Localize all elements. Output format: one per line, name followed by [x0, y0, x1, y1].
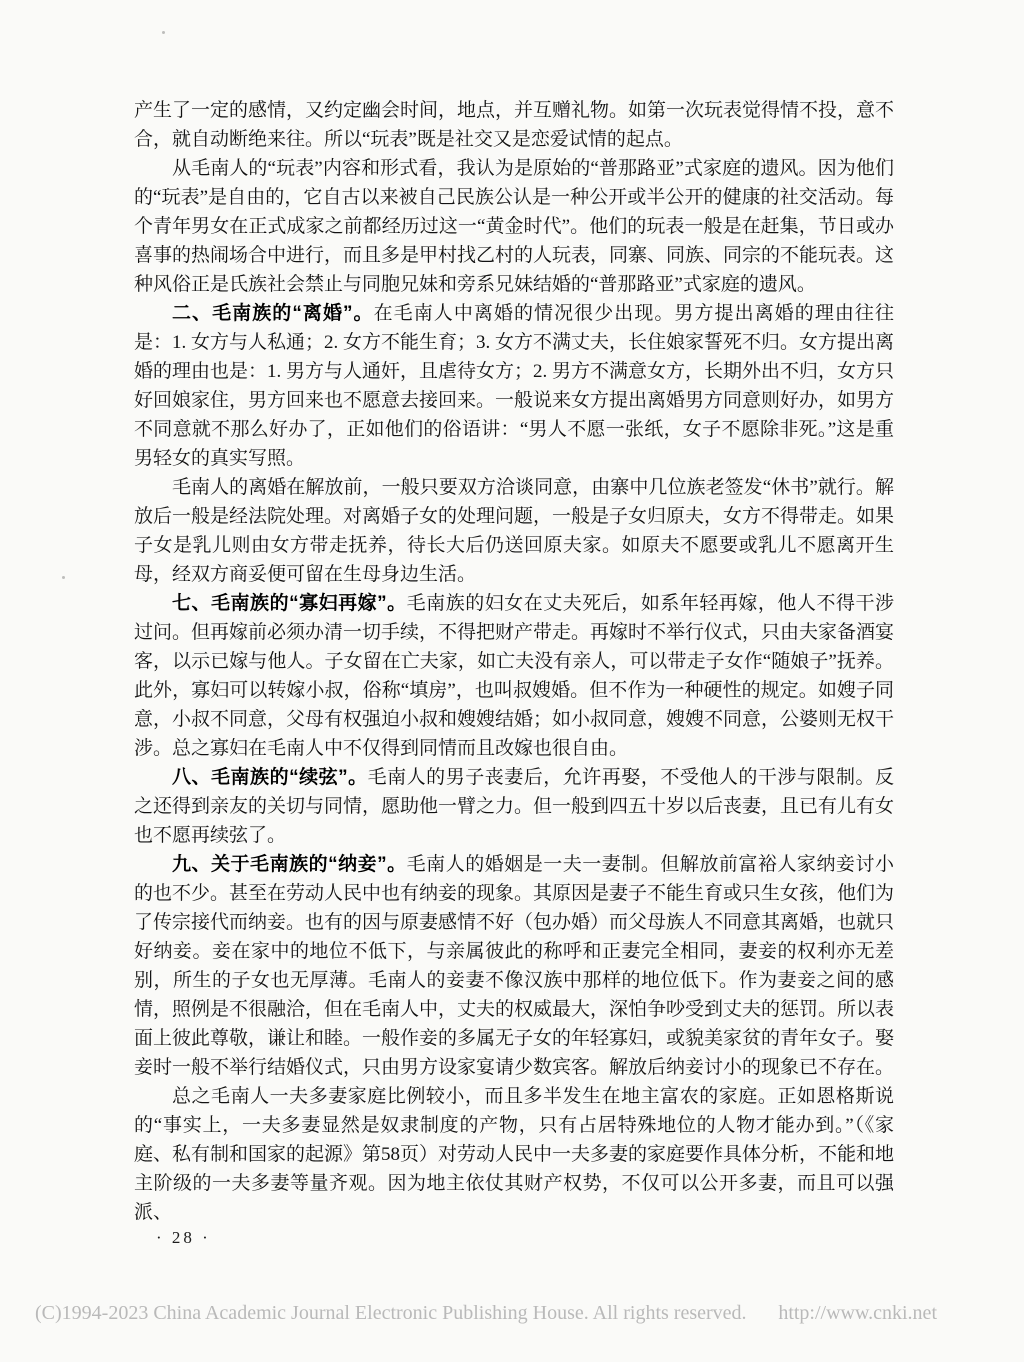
paragraph: [134, 850, 894, 1082]
paragraph-text: 毛南人的男子丧妻后，允许再娶，不受他人的干涉与限制。反之还得到亲友的关切与同情，愿助他一臂之力。但一般到四五十岁以后丧妻，且已有儿有女也不愿再续弦了。: [134, 767, 895, 846]
paragraph-text: 产生了一定的感情，又约定幽会时间，地点，并互赠礼物。如第一次玩表觉得情不投，意不合，就自动断绝来往。所以“玩表”既是社交又是恋爱试情的起点。: [134, 100, 895, 150]
footer-url: http://www.cnki.net: [778, 1302, 937, 1324]
paragraph: [134, 154, 894, 299]
article-text-block: [134, 96, 894, 1227]
footer: [35, 1302, 937, 1325]
paragraph-text: 在毛南人中离婚的情况很少出现。男方提出离婚的理由往往是：1. 女方与人私通；2. 女方不能生育；3. 女方不满丈夫，长住娘家誓死不归。女方提出离婚的理由也是：1. 男方与人通奸，且虐待女方；2. 男方不满意女方，长期外出不归，女方只好回娘家住，男方回来也不愿意去接回来。一般说来女方提出离婚男方同意则好办，如男方不同意就不那么好办了，正如他们的俗语讲：“男人不愿一张纸，女子不愿除非死。”这是重男轻女的真实写照。: [134, 303, 895, 469]
paragraph-text: 毛南族的妇女在丈夫死后，如系年轻再嫁，他人不得干涉过问。但再嫁前必须办清一切手续，不得把财产带走。再嫁时不举行仪式，只由夫家备酒宴客，以示已嫁与他人。子女留在亡夫家，如亡夫没有亲人，可以带走子女作“随娘子”抚养。此外，寡妇可以转嫁小叔，俗称“填房”，也叫叔嫂婚。但不作为一种硬性的规定。如嫂子同意，小叔不同意，父母有权强迫小叔和嫂嫂结婚；如小叔同意，嫂嫂不同意，公婆则无权干涉。总之寡妇在毛南人中不仅得到同情而且改嫁也很自由。: [134, 593, 895, 759]
paragraph: [134, 473, 894, 589]
paragraph-text: 总之毛南人一夫多妻家庭比例较小，而且多半发生在地主富农的家庭。正如恩格斯说的“事实上，一夫多妻显然是奴隶制度的产物，只有占居特殊地位的人物才能办到。”（《家庭、私有制和国家的起源》第58页）对劳动人民中一夫多妻的家庭要作具体分析，不能和地主阶级的一夫多妻等量齐观。因为地主依仗其财产权势，不仅可以公开多妻，而且可以强派、: [134, 1086, 895, 1223]
paragraph-text: 毛南人的离婚在解放前，一般只要双方洽谈同意，由寨中几位族老签发“休书”就行。解放后一般是经法院处理。对离婚子女的处理问题，一般是子女归原夫，女方不得带走。如果子女是乳儿则由女方带走抚养，待长大后仍送回原夫家。如原夫不愿要或乳儿不愿离开生母，经双方商妥便可留在生母身边生活。: [134, 477, 895, 585]
section-heading-concubinage: 九、关于毛南族的“纳妾”。: [172, 854, 407, 875]
paragraph: [134, 589, 894, 763]
paragraph: [134, 299, 894, 473]
paragraph: [134, 763, 894, 850]
scan-speck: [162, 31, 165, 34]
paragraph-text: 毛南人的婚姻是一夫一妻制。但解放前富裕人家纳妾讨小的也不少。甚至在劳动人民中也有纳妾的现象。其原因是妻子不能生育或只生女孩，他们为了传宗接代而纳妾。也有的因与原妻感情不好（包办婚）而父母族人不同意其离婚，也就只好纳妾。妾在家中的地位不低下，与亲属彼此的称呼和正妻完全相同，妻妾的权利亦无差别，所生的子女也无厚薄。毛南人的妾妻不像汉族中那样的地位低下。作为妻妾之间的感情，照例是不很融洽，但在毛南人中，丈夫的权威最大，深怕争吵受到丈夫的惩罚。所以表面上彼此尊敬，谦让和睦。一般作妾的多属无子女的年轻寡妇，或貌美家贫的青年女子。娶妾时一般不举行结婚仪式，只由男方设家宴请少数宾客。解放后纳妾讨小的现象已不存在。: [134, 854, 895, 1078]
page-number: · 28 ·: [156, 1228, 211, 1247]
paragraph: [134, 96, 894, 154]
paragraph: [134, 1082, 894, 1227]
section-heading-widow-remarriage: 七、毛南族的“寡妇再嫁”。: [172, 593, 407, 614]
scan-speck: [62, 576, 65, 579]
section-heading-divorce: 二、毛南族的“离婚”。: [172, 303, 374, 324]
paragraph-text: 从毛南人的“玩表”内容和形式看，我认为是原始的“普那路亚”式家庭的遗风。因为他们的“玩表”是自由的，它自古以来被自己民族公认是一种公开或半公开的健康的社交活动。每个青年男女在正式成家之前都经历过这一“黄金时代”。他们的玩表一般是在赶集，节日或办喜事的热闹场合中进行，而且多是甲村找乙村的人玩表，同寨、同族、同宗的不能玩表。这种风俗正是氏族社会禁止与同胞兄妹和旁系兄妹结婚的“普那路亚”式家庭的遗风。: [134, 158, 895, 295]
section-heading-remarriage-of-men: 八、毛南族的“续弦”。: [172, 767, 368, 788]
footer-copyright: (C)1994-2023 China Academic Journal Electronic Publishing House. All rights reserved.: [35, 1302, 747, 1324]
